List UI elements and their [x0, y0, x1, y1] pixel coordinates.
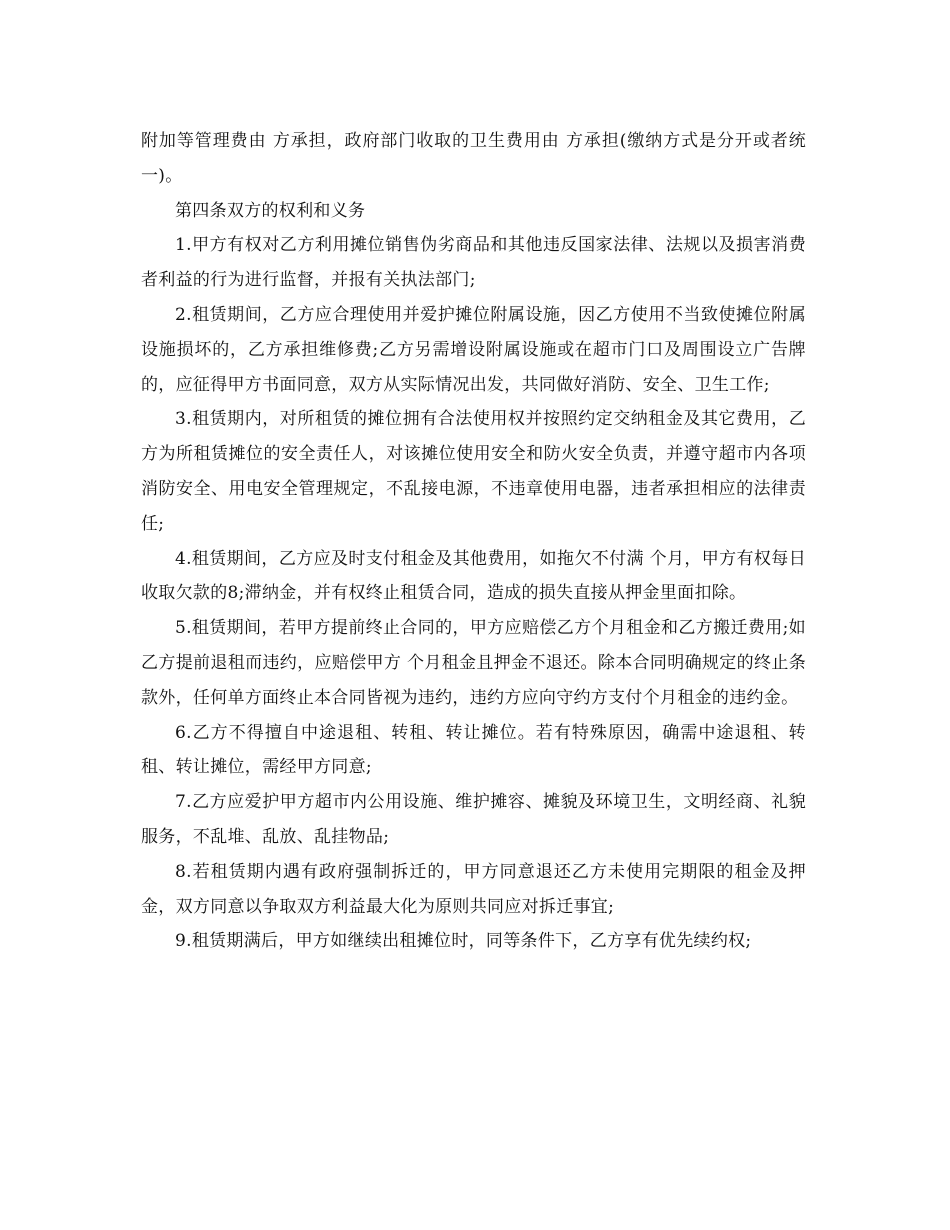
clause-2: 2.租赁期间，乙方应合理使用并爱护摊位附属设施，因乙方使用不当致使摊位附属设施损坏的，乙方承担维修费;乙方另需增设附属设施或在超市门口及周围设立广告牌的，应征得甲方书面同意，双方从实际情况出发，共同做好消防、安全、卫生工作; [141, 304, 806, 395]
clause-3: 3.租赁期内，对所租赁的摊位拥有合法使用权并按照约定交纳租金及其它费用，乙方为所租赁摊位的安全责任人，对该摊位使用安全和防火安全负责，并遵守超市内各项消防安全、用电安全管理规定，不乱接电源，不违章使用电器，违者承担相应的法律责任; [141, 409, 806, 534]
clause-1: 1.甲方有权对乙方利用摊位销售伪劣商品和其他违反国家法律、法规以及损害消费者利益的行为进行监督，并报有关执法部门; [141, 235, 806, 291]
section-heading-article-4: 第四条双方的权利和义务 [175, 200, 366, 221]
clause-6: 6.乙方不得擅自中途退租、转租、转让摊位。若有特殊原因，确需中途退租、转租、转让摊位，需经甲方同意; [141, 722, 806, 778]
document-page [141, 124, 806, 959]
clause-9: 9.租赁期满后，甲方如继续出租摊位时，同等条件下，乙方享有优先续约权; [175, 931, 752, 952]
paragraph-fee-continuation: 附加等管理费由 方承担，政府部门收取的卫生费用由 方承担(缴纳方式是分开或者统一)。 [141, 131, 806, 186]
clause-7: 7.乙方应爱护甲方超市内公用设施、维护摊容、摊貌及环境卫生，文明经商、礼貌服务，不乱堆、乱放、乱挂物品; [141, 792, 806, 847]
clause-4: 4.租赁期间，乙方应及时支付租金及其他费用，如拖欠不付满 个月，甲方有权每日收取欠款的8;滞纳金，并有权终止租赁合同，造成的损失直接从押金里面扣除。 [141, 548, 806, 604]
clause-8: 8.若租赁期内遇有政府强制拆迁的，甲方同意退还乙方未使用完期限的租金及押金，双方同意以争取双方利益最大化为原则共同应对拆迁事宜; [141, 861, 806, 917]
clause-5: 5.租赁期间，若甲方提前终止合同的，甲方应赔偿乙方个月租金和乙方搬迁费用;如乙方提前退租而违约，应赔偿甲方 个月租金且押金不退还。除本合同明确规定的终止条款外，任何单方面终止本合同皆视为违约，违约方应向守约方支付个月租金的违约金。 [141, 618, 806, 708]
